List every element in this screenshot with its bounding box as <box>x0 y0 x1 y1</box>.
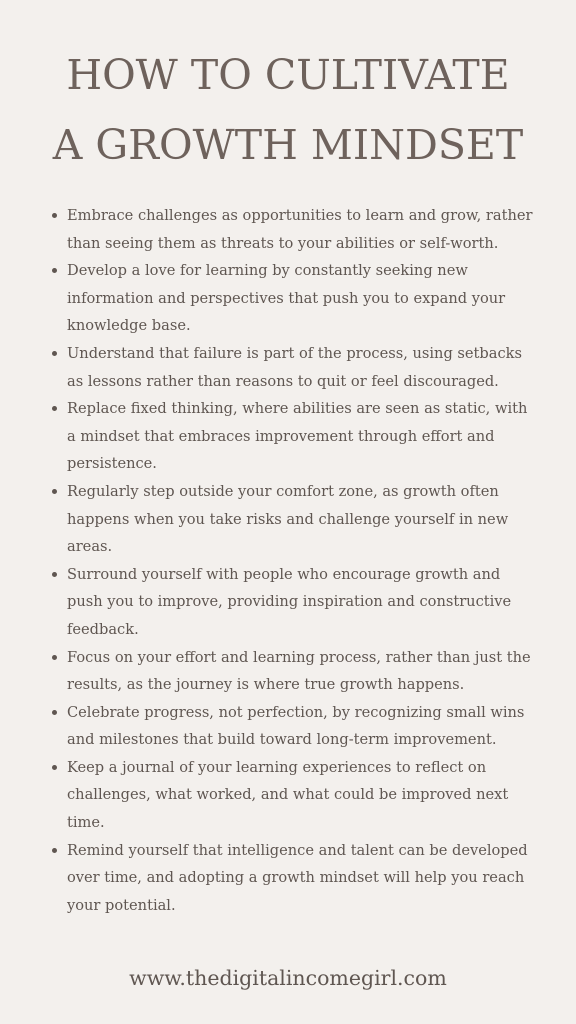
tip-item <box>52 340 538 395</box>
bullet-icon <box>52 710 57 715</box>
tip-item <box>52 257 538 340</box>
bullet-icon <box>52 765 57 770</box>
tip-text: Develop a love for learning by constantly seeking new information and perspectives that push you to expand your knowledge base. <box>67 262 506 335</box>
tip-text: Embrace challenges as opportunities to learn and grow, rather than seeing them as threats to your abilities or self-worth. <box>67 207 533 252</box>
bullet-icon <box>52 848 57 853</box>
tip-item <box>52 644 538 699</box>
tip-text: Replace fixed thinking, where abilities are seen as static, with a mindset that embraces improvement through effort and persistence. <box>67 400 528 473</box>
tip-text: Understand that failure is part of the process, using setbacks as lessons rather than reasons to quit or feel discouraged. <box>67 344 522 390</box>
bullet-icon <box>52 572 57 577</box>
tip-item <box>52 395 538 478</box>
bullet-icon <box>52 406 57 411</box>
tip-text: Celebrate progress, not perfection, by recognizing small wins and milestones that build toward long-term improvement. <box>67 703 525 749</box>
tip-text: Regularly step outside your comfort zone, as growth often happens when you take risks and challenge yourself in new areas. <box>67 482 509 556</box>
tip-item <box>52 837 538 920</box>
bullet-icon <box>52 655 57 660</box>
bullet-icon <box>52 489 57 494</box>
page-title <box>0 40 576 180</box>
tip-item <box>52 699 538 754</box>
bullet-icon <box>52 268 57 273</box>
tip-text: Keep a journal of your learning experiences to reflect on challenges, what worked, and what could be improved next time. <box>67 758 509 832</box>
bullet-icon <box>52 351 57 356</box>
tip-item <box>52 478 538 561</box>
tip-text: Remind yourself that intelligence and talent can be developed over time, and adopting a growth mindset will help you reach your potential. <box>67 841 528 914</box>
tip-item <box>52 754 538 837</box>
title-line-2: A GROWTH MINDSET <box>52 121 524 169</box>
tip-text: Focus on your effort and learning process, rather than just the results, as the journey is where true growth happens. <box>67 648 531 694</box>
bullet-icon <box>52 213 57 218</box>
tip-text: Surround yourself with people who encourage growth and push you to improve, providing inspiration and constructive feedback. <box>67 565 512 638</box>
tip-item <box>52 202 538 257</box>
tips-list <box>0 202 576 919</box>
website-url: www.thedigitalincomegirl.com <box>129 966 447 990</box>
tip-item <box>52 561 538 644</box>
title-line-1: HOW TO CULTIVATE <box>66 51 510 99</box>
